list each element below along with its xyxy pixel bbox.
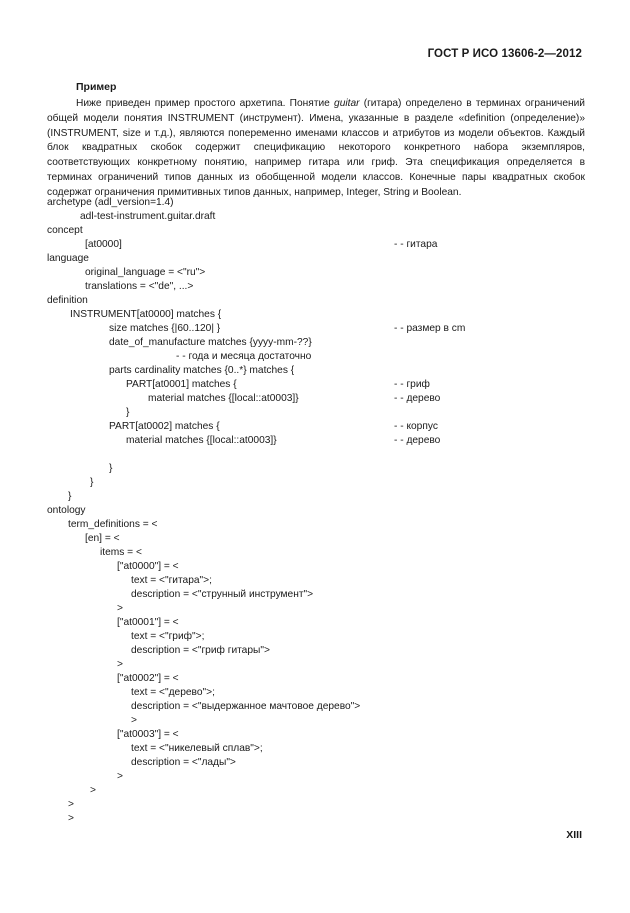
code-line: original_language = <"ru"> — [85, 267, 206, 278]
code-line: text = <"гриф">; — [131, 631, 205, 642]
code-line: material matches {[local::at0003]} — [148, 393, 299, 404]
code-line: text = <"гитара">; — [131, 575, 212, 586]
code-line: description = <"гриф гитары"> — [131, 645, 270, 656]
page-number: XIII — [566, 829, 582, 841]
code-line: PART[at0001] matches { — [126, 379, 237, 390]
code-line: PART[at0002] matches { — [109, 421, 220, 432]
intro-text-start: Ниже приведен пример простого архетипа. Понятие — [76, 98, 335, 109]
code-line: definition — [47, 295, 88, 306]
code-line: translations = <"de", ...> — [85, 281, 194, 292]
code-line: > — [90, 785, 96, 796]
code-line: ["at0001"] = < — [117, 617, 179, 628]
code-line: size matches {|60..120| } — [109, 323, 221, 334]
code-line: archetype (adl_version=1.4) — [47, 197, 174, 208]
code-line: > — [117, 771, 123, 782]
code-line: term_definitions = < — [68, 519, 158, 530]
code-line: INSTRUMENT[at0000] matches { — [70, 309, 222, 320]
code-line: ["at0002"] = < — [117, 673, 179, 684]
code-line: } — [126, 407, 130, 418]
code-line: ontology — [47, 505, 86, 516]
code-comment: - - корпус — [394, 421, 438, 432]
code-line: > — [68, 813, 74, 824]
code-line: } — [90, 477, 94, 488]
code-line: parts cardinality matches {0..*} matches { — [109, 365, 295, 376]
code-line: concept — [47, 225, 83, 236]
code-line: text = <"дерево">; — [131, 687, 215, 698]
code-line: adl-test-instrument.guitar.draft — [80, 211, 216, 222]
code-comment: - - размер в cm — [394, 323, 466, 334]
code-line: language — [47, 253, 89, 264]
example-intro-paragraph — [47, 97, 585, 201]
code-line: } — [68, 491, 72, 502]
intro-italic-term: guitar — [334, 98, 360, 109]
code-line: > — [117, 603, 123, 614]
code-line: > — [68, 799, 74, 810]
code-comment: - - дерево — [394, 393, 441, 404]
code-line: - - года и месяца достаточно — [176, 351, 312, 362]
code-line: [en] = < — [85, 533, 120, 544]
code-line: material matches {[local::at0003]} — [126, 435, 277, 446]
code-line: > — [131, 715, 137, 726]
intro-text-rest: (гитара) определено в терминах ограничений общей модели понятия INSTRUMENT (инструмент). Имена, указанные в разделе «definition (определение)» (INSTRUMENT, size и т.д.), являются попеременно именами классов и атрибутов из модели объектов. Каждый блок квадратных скобок содержит спецификацию некоторого конкретного набора экземпляров, соответствующих конкретному понятию, например гитара или гриф. Эта спецификация определяется в терминах ограничений типов данных из обобщенной модели классов. Конечные пары квадратных скобок содержат ограничения примитивных типов данных, например, Integer, String и Boolean. — [47, 98, 585, 198]
code-line: text = <"никелевый сплав">; — [131, 743, 263, 754]
code-line: description = <"выдержанное мачтовое дерево"> — [131, 701, 361, 712]
code-line: date_of_manufacture matches {yyyy-mm-??} — [109, 337, 312, 348]
example-title: Пример — [76, 81, 117, 93]
code-line: ["at0003"] = < — [117, 729, 179, 740]
code-comment: - - гитара — [394, 239, 438, 250]
code-line: > — [117, 659, 123, 670]
document-header: ГОСТ Р ИСО 13606-2—2012 — [427, 48, 582, 60]
code-line: ["at0000"] = < — [117, 561, 179, 572]
code-line: [at0000] — [85, 239, 122, 250]
code-line: description = <"струнный инструмент"> — [131, 589, 314, 600]
code-line: description = <"лады"> — [131, 757, 236, 768]
code-comment: - - дерево — [394, 435, 441, 446]
code-comment: - - гриф — [394, 379, 430, 390]
code-line: items = < — [100, 547, 142, 558]
code-line: } — [109, 463, 113, 474]
